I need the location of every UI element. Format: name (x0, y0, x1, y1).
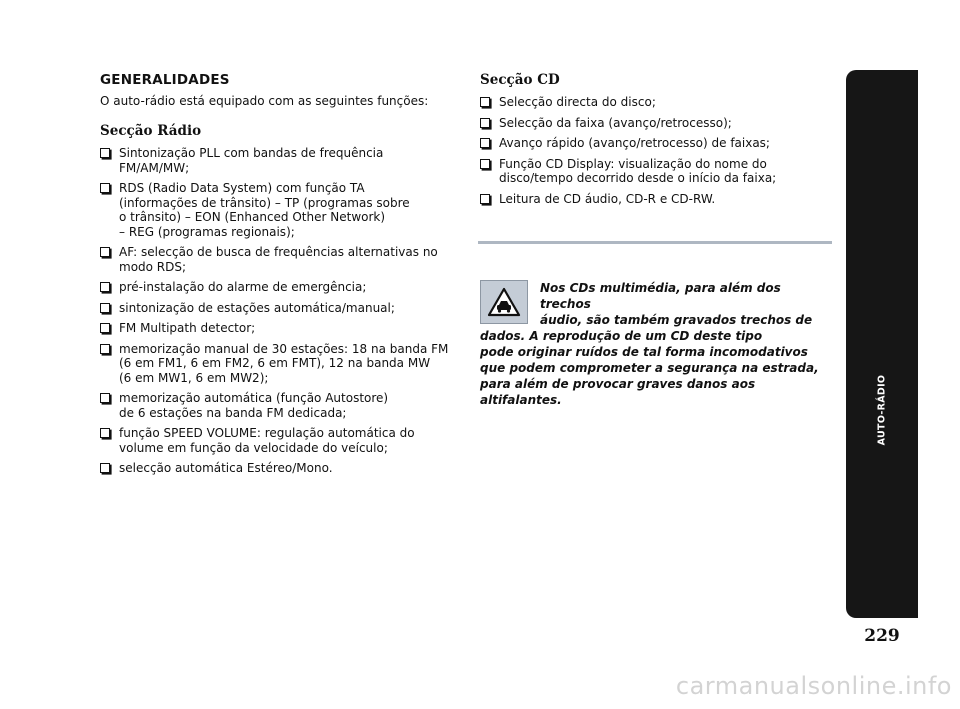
checkbox-bullet-icon (100, 247, 110, 257)
radio-section-title: Secção Rádio (100, 123, 202, 139)
list-item (100, 342, 462, 386)
list-item-line: (6 em FM1, 6 em FM2, 6 em FMT), 12 na banda MW (119, 356, 431, 370)
list-item-line: – REG (programas regionais); (119, 224, 295, 239)
list-item-line: Leitura de CD áudio, CD-R e CD-RW. (499, 191, 716, 206)
checkbox-bullet-icon (100, 303, 110, 313)
warning-line: altifalantes. (480, 393, 562, 407)
warning-line: pode originar ruídos de tal forma incomodativos (480, 345, 808, 359)
warning-note (480, 280, 832, 408)
warning-line: dados. A reprodução de um CD deste tipo (480, 329, 763, 343)
checkbox-bullet-icon (100, 148, 110, 158)
radio-feature-list (100, 146, 462, 476)
list-item-line: Avanço rápido (avanço/retrocesso) de faixas; (499, 136, 770, 150)
list-item-line: disco/tempo decorrido desde o início da faixa; (499, 171, 777, 185)
list-item (100, 321, 462, 336)
watermark-text: carmanualsonline.info (675, 672, 952, 700)
list-item-line: volume em função da velocidade do veículo; (119, 440, 388, 455)
warning-line: que podem comprometer a segurança na estrada, (480, 361, 819, 375)
list-item (480, 192, 832, 207)
list-item-line: sintonização de estações automática/manual; (119, 300, 395, 315)
list-item-line: AF: selecção de busca de frequências alternativas no (119, 245, 438, 259)
list-item-line: memorização automática (função Autostore) (119, 391, 389, 405)
section-heading: GENERALIDADES (100, 72, 230, 88)
checkbox-bullet-icon (480, 97, 490, 107)
chapter-tab (846, 70, 918, 618)
checkbox-bullet-icon (100, 428, 110, 438)
list-item-line: o trânsito) – EON (Enhanced Other Network) (119, 210, 386, 224)
list-item-line: (6 em MW1, 6 em MW2); (119, 370, 269, 385)
list-item (100, 245, 462, 274)
left-column (100, 72, 462, 482)
list-item-line: selecção automática Estéreo/Mono. (119, 461, 333, 475)
checkbox-bullet-icon (480, 118, 490, 128)
checkbox-bullet-icon (480, 138, 490, 148)
checkbox-bullet-icon (100, 323, 110, 333)
checkbox-bullet-icon (100, 282, 110, 292)
checkbox-bullet-icon (100, 183, 110, 193)
checkbox-bullet-icon (100, 463, 110, 473)
list-item (100, 146, 462, 175)
list-item-line: função SPEED VOLUME: regulação automática do (119, 426, 415, 440)
list-item-line: modo RDS; (119, 259, 187, 274)
checkbox-bullet-icon (100, 393, 110, 403)
checkbox-bullet-icon (480, 159, 490, 169)
warning-line: áudio, são também gravados trechos de (540, 313, 813, 327)
warning-line: para além de provocar graves danos aos (480, 377, 756, 391)
page-number: 229 (864, 626, 900, 646)
list-item (480, 95, 832, 110)
list-item-line: Selecção da faixa (avanço/retrocesso); (499, 115, 732, 130)
list-item (480, 116, 832, 131)
cd-section-title: Secção CD (480, 72, 560, 88)
list-item (100, 391, 462, 420)
list-item-line: Função CD Display: visualização do nome do (499, 156, 767, 171)
intro-text: O auto-rádio está equipado com as seguintes funções: (100, 94, 429, 108)
list-item-line: FM/AM/MW; (119, 160, 190, 175)
warning-line: Nos CDs multimédia, para além dos trechos (540, 281, 781, 311)
list-item (100, 181, 462, 239)
list-item (100, 301, 462, 316)
chapter-tab-label: AUTO-RÁDIO (876, 374, 888, 446)
checkbox-bullet-icon (100, 344, 110, 354)
list-item (480, 157, 832, 186)
list-item (100, 461, 462, 476)
list-item-line: FM Multipath detector; (119, 321, 256, 335)
list-item-line: memorização manual de 30 estações: 18 na banda FM (119, 341, 449, 356)
list-item (480, 136, 832, 151)
right-column (480, 72, 832, 212)
list-item-line: (informações de trânsito) – TP (programas sobre (119, 195, 410, 210)
warning-divider (478, 241, 832, 244)
list-item (100, 426, 462, 455)
list-item-line: pré-instalação do alarme de emergência; (119, 280, 367, 294)
checkbox-bullet-icon (480, 194, 490, 204)
list-item-line: Selecção directa do disco; (499, 95, 656, 109)
warning-triangle-car-icon (480, 280, 528, 324)
list-item-line: RDS (Radio Data System) com função TA (119, 181, 365, 195)
cd-feature-list (480, 95, 832, 206)
list-item-line: de 6 estações na banda FM dedicada; (119, 405, 347, 420)
list-item-line: Sintonização PLL com bandas de frequência (119, 146, 384, 160)
list-item (100, 280, 462, 295)
